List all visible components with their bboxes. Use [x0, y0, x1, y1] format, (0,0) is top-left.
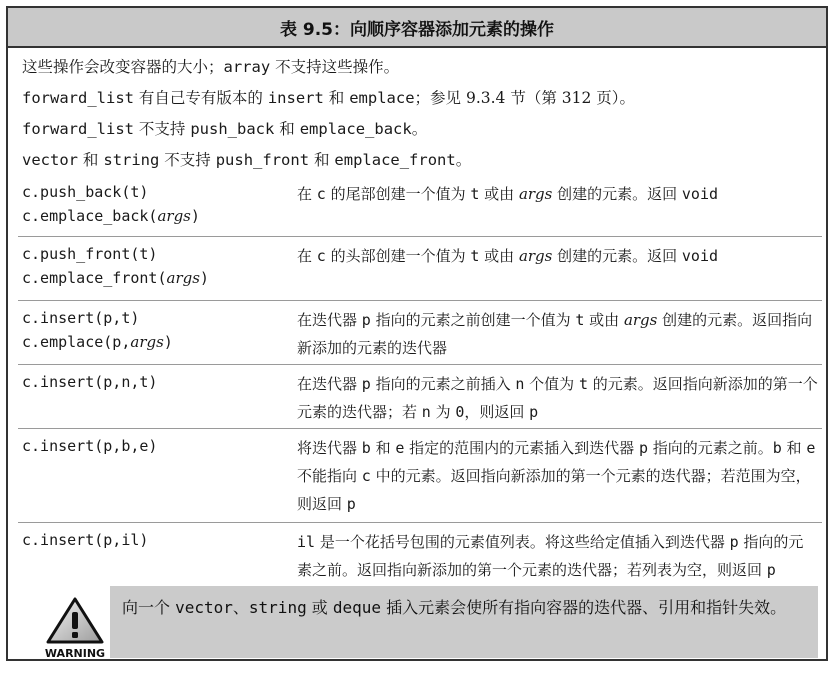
text: 指向的元素之前。返回指向新添加的第一个元素的迭代器；若列表为空，则返回: [297, 533, 804, 579]
operation-cell: [22, 306, 297, 364]
code: c.insert(p,il): [22, 531, 149, 549]
operation-cell: [22, 434, 297, 522]
code: void: [681, 185, 719, 203]
code: p: [529, 403, 539, 421]
operation-cell: [22, 370, 297, 428]
text: 插入元素会使所有指向容器的迭代器、引用和指针失效。: [381, 598, 787, 617]
warning-block: [22, 586, 818, 658]
op-line: [22, 370, 297, 394]
text: 创建的元素。返回指向新添加的元素的迭代器: [297, 311, 813, 357]
text: 是一个花括号包围的元素值列表。将这些给定值插入到迭代器: [315, 533, 730, 551]
text: 指向的元素之前插入: [370, 375, 516, 393]
arg-italic: args: [623, 311, 658, 329]
code: p: [361, 311, 371, 329]
code: 0: [455, 403, 465, 421]
op-line: [22, 434, 297, 458]
text: 向一个: [122, 598, 176, 617]
code: c.emplace_front(: [22, 269, 167, 287]
code: c: [361, 467, 371, 485]
description-cell: [297, 180, 818, 236]
text: 不能指向: [297, 467, 362, 485]
code: ): [190, 207, 200, 225]
op-line: [22, 242, 297, 266]
text: 中的元素。返回指向新添加的第一个元素的迭代器；若范围为空，则返回: [297, 467, 811, 513]
code: p: [638, 439, 648, 457]
op-line: [22, 330, 297, 354]
code: vector: [22, 151, 78, 169]
text: 在: [297, 247, 317, 265]
op-line: [22, 266, 297, 290]
description-cell: [297, 370, 818, 428]
text: 不支持: [133, 120, 191, 138]
table-title-text: 表 9.5：向顺序容器添加元素的操作: [279, 19, 555, 40]
description-cell: [297, 306, 818, 364]
code: p: [361, 375, 371, 393]
code: deque: [332, 598, 382, 617]
description-cell: [297, 434, 818, 522]
code: push_front: [215, 151, 310, 169]
code: p: [346, 495, 356, 513]
text: 和: [323, 89, 350, 107]
table-row: [22, 236, 818, 300]
text: 和: [78, 151, 104, 169]
warning-icon-box: [40, 596, 110, 658]
table-row: [22, 300, 818, 364]
code: vector: [175, 598, 233, 617]
text: 和: [370, 439, 396, 457]
code: emplace_front: [334, 151, 456, 169]
text: 、: [232, 598, 249, 617]
table-row: [22, 174, 818, 236]
arg-italic: args: [166, 269, 200, 287]
text: 指向的元素之前创建一个值为: [370, 311, 576, 329]
text: 和: [781, 439, 807, 457]
code: n: [515, 375, 525, 393]
code: void: [681, 247, 719, 265]
code: insert: [267, 89, 324, 107]
text: 这些操作会改变容器的大小；: [22, 58, 224, 76]
code: ): [163, 333, 173, 351]
text: 或: [306, 598, 333, 617]
code: c: [316, 247, 326, 265]
text: 或由: [584, 311, 624, 329]
operation-cell: [22, 180, 297, 236]
code: emplace_back: [299, 120, 412, 138]
code: c.insert(p,n,t): [22, 373, 158, 391]
code: c.push_back(t): [22, 183, 149, 201]
code: c.insert(p,t): [22, 309, 140, 327]
code: c: [316, 185, 326, 203]
text: 指定的范围内的元素插入到迭代器: [404, 439, 639, 457]
text: ，则返回: [464, 403, 530, 421]
op-line: [22, 180, 297, 204]
text: 或由: [479, 185, 519, 203]
code: emplace: [349, 89, 415, 107]
code: forward_list: [22, 120, 134, 138]
text: 。: [411, 120, 428, 138]
warning-triangle-icon: [40, 596, 110, 646]
code: il: [297, 533, 316, 551]
text: 在: [297, 185, 317, 203]
operations-table: [22, 174, 818, 616]
code: t: [470, 185, 480, 203]
arg-italic: args: [518, 185, 553, 203]
text: 不支持: [159, 151, 216, 169]
code: string: [248, 598, 307, 617]
text: 有自己专有版本的: [133, 89, 268, 107]
text: 指向的元素之前。: [647, 439, 773, 457]
arg-italic: args: [157, 207, 191, 225]
code: ): [199, 269, 209, 287]
code: c.push_front(t): [22, 245, 158, 263]
table-intro: [22, 52, 818, 176]
text: 和: [309, 151, 335, 169]
text: 不支持这些操作。: [270, 58, 400, 76]
code: e: [395, 439, 405, 457]
text: 在迭代器: [297, 311, 362, 329]
text: 的尾部创建一个值为: [325, 185, 471, 203]
description-cell: [297, 242, 818, 300]
code: forward_list: [22, 89, 134, 107]
code: c.insert(p,b,e): [22, 437, 158, 455]
table-title: [8, 8, 826, 48]
arg-italic: args: [518, 247, 553, 265]
text: 和: [274, 120, 300, 138]
code: array: [223, 58, 271, 76]
arg-italic: args: [130, 333, 164, 351]
op-line: [22, 306, 297, 330]
text: 的头部创建一个值为: [325, 247, 471, 265]
text: 个值为: [524, 375, 579, 393]
code: t: [578, 375, 588, 393]
table-row: [22, 428, 818, 522]
op-line: [22, 528, 297, 552]
code: n: [421, 403, 431, 421]
text: ；参见 9.3.4 节（第 312 页）。: [414, 89, 636, 107]
code: t: [470, 247, 480, 265]
table-frame: [6, 6, 828, 661]
table-row: [22, 364, 818, 428]
code: c.emplace_back(: [22, 207, 158, 225]
code: b: [772, 439, 782, 457]
intro-line-4: [22, 145, 818, 176]
code: p: [729, 533, 739, 551]
intro-line-2: [22, 83, 818, 114]
text: 将迭代器: [297, 439, 362, 457]
warning-label: WARNING: [44, 647, 106, 660]
text: 的元素。返回指向新添加的第一个元素的迭代器；若: [297, 375, 818, 421]
code: t: [575, 311, 585, 329]
text: 创建的元素。返回: [552, 185, 682, 203]
text: 在迭代器: [297, 375, 362, 393]
code: push_back: [190, 120, 275, 138]
code: string: [103, 151, 160, 169]
code: e: [806, 439, 816, 457]
text: 或由: [479, 247, 519, 265]
code: b: [361, 439, 371, 457]
intro-line-3: [22, 114, 818, 145]
code: p: [766, 561, 776, 579]
intro-line-1: [22, 52, 818, 83]
op-line: [22, 204, 297, 228]
code: c.emplace(p,: [22, 333, 131, 351]
operation-cell: [22, 242, 297, 300]
text: 。: [455, 151, 472, 169]
text: 创建的元素。返回: [552, 247, 682, 265]
text: 为: [430, 403, 456, 421]
warning-text: [110, 586, 818, 658]
